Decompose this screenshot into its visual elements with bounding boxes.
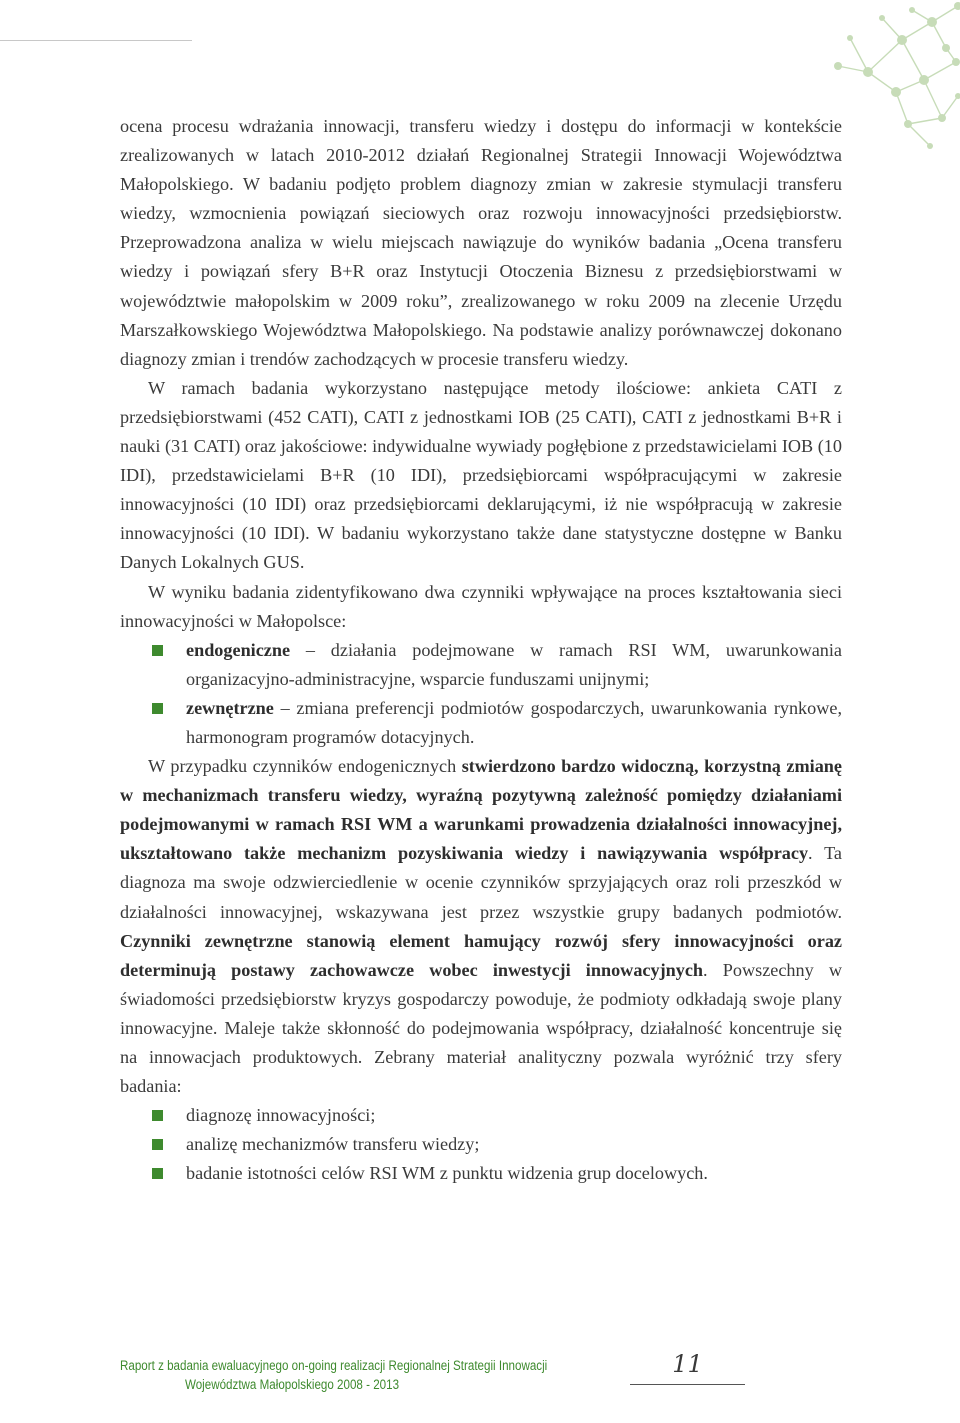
paragraph-findings (120, 752, 842, 1101)
paragraph-factors-intro: W wyniku badania zidentyfikowano dwa czynniki wpływające na proces kształtowania sieci innowacyjności w Małopolsce: (120, 581, 842, 631)
page-number: 11 (672, 1350, 703, 1378)
sphere-text: analizę mechanizmów transferu wiedzy; (186, 1134, 480, 1155)
bullet-square-icon (152, 1168, 163, 1179)
findings-text: W przypadku czynników endogenicznych (148, 756, 462, 777)
paragraph-methods: W ramach badania wykorzystano następujące metody ilościowe: ankieta CATI z przedsiębiorstwami (452 CATI), CATI z jednostkami IOB (25 CATI), CATI z jednostkami B+R i nauki (31 CATI) oraz jakościowe: indywidualne wywiady pogłębione z przedstawicielami IOB (10 IDI), przedstawicielami B+R (10 IDI), przedsiębiorcami współpracującymi w zakresie innowacyjności (10 IDI) oraz przedsiębiorcami deklarującymi, iż nie współpracują w zakresie innowacyjności (10 IDI). W badaniu wykorzystano także dane statystyczne dostępne w Banku Danych Lokalnych GUS. (120, 377, 842, 573)
findings-text: . Powszechny w świadomości przedsiębiorstw kryzys gospodarczy powoduje, że podmioty odkładają swoje plany innowacyjne. Maleje także skłonność do podejmowania współpracy, działalność koncentruje się na innowacjach produktowych. Zebrany materiał analityczny pozwala wyróżnić trzy sfery badania: (120, 959, 842, 1097)
factor-term: zewnętrzne (186, 697, 274, 718)
footer-line: Raport z badania ewaluacyjnego on-going realizacji Regionalnej Strategii Innowacji (120, 1358, 548, 1373)
bullet-square-icon (152, 703, 163, 714)
footer-line: Województwa Małopolskiego 2008 - 2013 (184, 1377, 400, 1392)
findings-bold-text: Czynniki zewnętrzne stanowią element hamujący rozwój sfery innowacyjności oraz determinują postawy zachowawcze wobec inwestycji innowacyjnych (120, 930, 842, 980)
list-item (120, 1159, 842, 1188)
findings-text: . Ta diagnoza ma swoje odzwierciedlenie w ocenie czynników sprzyjających oraz roli przeszkód w działalności innowacyjnej, wskazywana jest przez wszystkie grupy badanych podmiotów. (120, 843, 843, 922)
footer-report-title (120, 1356, 548, 1394)
factor-description: – zmiana preferencji podmiotów gospodarczych, uwarunkowania rynkowe, harmonogram programów dotacyjnych. (186, 697, 842, 747)
paragraph-intro: ocena procesu wdrażania innowacji, transferu wiedzy i dostępu do informacji w kontekście zrealizowanych w latach 2010-2012 działań Regionalnej Strategii Innowacji Województwa Małopolskiego. W badaniu podjęto problem diagnozy zmian w zakresie stymulacji transferu wiedzy, wzmocnienia powiązań sieciowych oraz rozwoju innowacyjności przedsiębiorstw. Przeprowadzona analiza w wielu miejscach nawiązuje do wyników badania „Ocena transferu wiedzy i powiązań sfery B+R oraz Instytucji Otoczenia Biznesu z przedsiębiorstwami w województwie małopolskim w 2009 roku”, zrealizowanego w roku 2009 na zlecenie Urzędu Marszałkowskiego Województwa Małopolskiego. Na podstawie analizy porównawczej dokonano diagnozy zmian i trendów zachodzących w procesie transferu wiedzy. (120, 116, 842, 369)
list-item (120, 694, 842, 752)
findings-bold-text: stwierdzono bardzo widoczną, korzystną zmianę w mechanizmach transferu wiedzy, wyraźną pozytywną zależność pomiędzy działaniami podejmowanymi w ramach RSI WM a warunkami prowadzenia działalności innowacyjnej, ukształtowano także mechanizm pozyskiwania wiedzy i nawiązywania współpracy (120, 756, 842, 864)
factors-list (120, 636, 842, 752)
header-rule (0, 40, 192, 41)
sphere-text: badanie istotności celów RSI WM z punktu widzenia grup docelowych. (186, 1163, 708, 1184)
sphere-text: diagnozę innowacyjności; (186, 1105, 376, 1126)
list-item (120, 1130, 842, 1159)
list-item (120, 1101, 842, 1130)
footer-rule (630, 1384, 745, 1385)
document-body (120, 112, 842, 1188)
bullet-square-icon (152, 1139, 163, 1150)
factor-description: – działania podejmowane w ramach RSI WM, uwarunkowania organizacyjno-administracyjne, wsparcie funduszami unijnymi; (186, 639, 842, 689)
factor-term: endogeniczne (186, 639, 291, 660)
spheres-list (120, 1101, 842, 1188)
bullet-square-icon (152, 1110, 163, 1121)
bullet-square-icon (152, 645, 163, 656)
list-item (120, 636, 842, 694)
